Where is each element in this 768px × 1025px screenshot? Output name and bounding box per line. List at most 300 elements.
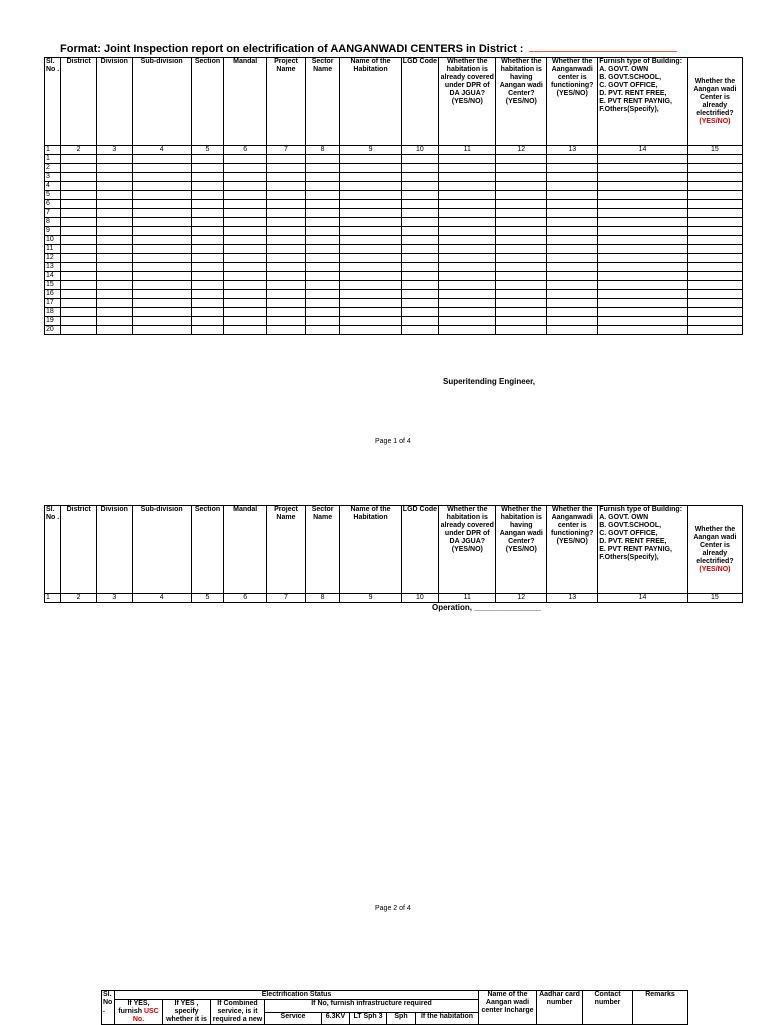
header-building-type (598, 58, 688, 146)
table-cell (191, 263, 224, 272)
table-cell (598, 191, 688, 200)
table-cell (132, 317, 191, 326)
table-cell (132, 227, 191, 236)
table-cell (96, 272, 132, 281)
table-cell (61, 218, 97, 227)
table-cell (547, 200, 598, 209)
table-cell (96, 236, 132, 245)
table-cell (401, 308, 439, 317)
table-cell (224, 173, 267, 182)
table-cell (305, 245, 340, 254)
table-cell (340, 191, 401, 200)
status-header-habit: If the habitation (416, 1012, 479, 1025)
table-cell (61, 164, 97, 173)
header-slno: Sl. No . (45, 506, 61, 594)
table-cell (267, 281, 306, 290)
table-cell (401, 317, 439, 326)
colnum: 10 (401, 146, 439, 155)
table-cell (132, 263, 191, 272)
table-cell (191, 182, 224, 191)
status-header-remarks: Remarks (633, 991, 688, 1025)
table-cell (96, 191, 132, 200)
table-cell (496, 299, 547, 308)
table-cell (61, 299, 97, 308)
header-electrified (687, 506, 742, 594)
table-cell (496, 155, 547, 164)
table-row (45, 290, 743, 299)
table-cell (439, 155, 496, 164)
table-cell (401, 173, 439, 182)
table-cell (496, 209, 547, 218)
table-cell (61, 200, 97, 209)
table-cell (340, 155, 401, 164)
table-cell (305, 164, 340, 173)
row-number: 11 (45, 245, 61, 254)
header-lgd-code: LGD Code (401, 58, 439, 146)
table-cell (96, 200, 132, 209)
colnum: 13 (547, 594, 598, 603)
table-cell (305, 299, 340, 308)
table-cell (340, 317, 401, 326)
table-cell (547, 317, 598, 326)
table-cell (496, 272, 547, 281)
table-row (45, 317, 743, 326)
table-cell (305, 272, 340, 281)
table-row (45, 209, 743, 218)
table-cell (61, 191, 97, 200)
table-cell (340, 281, 401, 290)
row-number: 9 (45, 227, 61, 236)
building-type-line: Furnish type of Building: (599, 58, 683, 65)
table-cell (340, 326, 401, 335)
table-cell (305, 200, 340, 209)
building-type-line: D. PVT. RENT FREE, (599, 538, 667, 545)
table-cell (439, 173, 496, 182)
colnum: 15 (687, 146, 742, 155)
table-cell (132, 200, 191, 209)
table-cell (401, 290, 439, 299)
table-cell (439, 227, 496, 236)
row-number: 18 (45, 308, 61, 317)
header-lgd-code: LGD Code (401, 506, 439, 594)
header-mandal: Mandal (224, 58, 267, 146)
table-cell (191, 209, 224, 218)
table-cell (598, 200, 688, 209)
status-header-specify: If YES , specify whether it is (163, 1000, 211, 1025)
table-cell (547, 173, 598, 182)
table-row (45, 326, 743, 335)
table-cell (224, 209, 267, 218)
row-number: 2 (45, 164, 61, 173)
table-cell (267, 173, 306, 182)
table-cell (267, 317, 306, 326)
table-cell (496, 281, 547, 290)
table-cell (598, 326, 688, 335)
table-cell (224, 200, 267, 209)
table-cell (132, 245, 191, 254)
status-header-slno: Sl. No . (102, 991, 115, 1025)
colnum: 5 (191, 146, 224, 155)
table-cell (61, 254, 97, 263)
table-cell (132, 218, 191, 227)
table-cell (439, 326, 496, 335)
table-cell (224, 245, 267, 254)
table-cell (439, 209, 496, 218)
table-cell (401, 182, 439, 191)
table-cell (267, 227, 306, 236)
table-cell (61, 227, 97, 236)
table-cell (96, 281, 132, 290)
table-cell (401, 272, 439, 281)
colnum: 9 (340, 594, 401, 603)
building-type-line: C. GOVT OFFICE, (599, 82, 658, 89)
building-type-line: Furnish type of Building: (599, 506, 683, 513)
table-cell (224, 191, 267, 200)
colnum: 12 (496, 146, 547, 155)
table-cell (132, 164, 191, 173)
status-header-kv: 6.3KV (322, 1012, 350, 1025)
table-cell (439, 299, 496, 308)
table-cell (267, 272, 306, 281)
table-cell (96, 245, 132, 254)
table-cell (61, 236, 97, 245)
table-cell (61, 326, 97, 335)
table-cell (61, 245, 97, 254)
table-cell (547, 299, 598, 308)
table-cell (132, 290, 191, 299)
table-cell (598, 236, 688, 245)
table-cell (340, 200, 401, 209)
building-type-line: B. GOVT.SCHOOL, (599, 522, 662, 529)
row-number: 1 (45, 155, 61, 164)
table-cell (96, 317, 132, 326)
table-cell (132, 191, 191, 200)
header-sector-name: Sector Name (305, 58, 340, 146)
table-cell (191, 299, 224, 308)
table-row (45, 173, 743, 182)
row-number: 12 (45, 254, 61, 263)
column-number-row (45, 146, 743, 155)
table-cell (267, 236, 306, 245)
header-building-type (598, 506, 688, 594)
row-number: 20 (45, 326, 61, 335)
row-number: 17 (45, 299, 61, 308)
table-cell (401, 209, 439, 218)
table-cell (96, 308, 132, 317)
colnum: 1 (45, 146, 61, 155)
table-cell (61, 263, 97, 272)
status-header-if-no: If No, furnish infrastructure required (265, 1000, 479, 1013)
row-number: 15 (45, 281, 61, 290)
table-cell (687, 299, 742, 308)
table-cell (96, 182, 132, 191)
table-row (45, 308, 743, 317)
table-cell (687, 173, 742, 182)
table-cell (496, 263, 547, 272)
table-cell (267, 200, 306, 209)
table-cell (340, 182, 401, 191)
table-cell (439, 182, 496, 191)
table-cell (96, 263, 132, 272)
table-cell (687, 227, 742, 236)
header-district: District (61, 58, 97, 146)
table-cell (96, 326, 132, 335)
table-cell (687, 245, 742, 254)
table-cell (598, 317, 688, 326)
operation-label: Operation, _______________ (432, 603, 541, 612)
table-cell (687, 263, 742, 272)
colnum: 9 (340, 146, 401, 155)
table-cell (598, 308, 688, 317)
table-cell (305, 281, 340, 290)
table-cell (340, 272, 401, 281)
table-cell (267, 209, 306, 218)
colnum: 11 (439, 146, 496, 155)
table-cell (401, 155, 439, 164)
table-cell (305, 317, 340, 326)
table-cell (687, 182, 742, 191)
table-cell (496, 173, 547, 182)
table-row (45, 164, 743, 173)
table-cell (496, 245, 547, 254)
table-cell (687, 218, 742, 227)
table-cell (439, 164, 496, 173)
table-row (45, 299, 743, 308)
table-cell (496, 326, 547, 335)
header-subdivision: Sub-division (132, 58, 191, 146)
table-cell (96, 299, 132, 308)
table-cell (191, 200, 224, 209)
status-header-lt: LT Sph 3 (350, 1012, 387, 1025)
table-cell (598, 173, 688, 182)
table-cell (401, 191, 439, 200)
colnum: 10 (401, 594, 439, 603)
table-cell (132, 326, 191, 335)
colnum: 7 (267, 146, 306, 155)
table-cell (687, 281, 742, 290)
table-cell (687, 155, 742, 164)
table-cell (496, 308, 547, 317)
row-number: 16 (45, 290, 61, 299)
table-row (45, 191, 743, 200)
status-header-sph: Sph (387, 1012, 416, 1025)
electrified-question: Whether the Aangan wadi Center is already electrified? (693, 525, 737, 565)
table-cell (687, 326, 742, 335)
table-cell (191, 227, 224, 236)
table-cell (496, 236, 547, 245)
table-cell (340, 164, 401, 173)
table-cell (305, 155, 340, 164)
table-cell (96, 209, 132, 218)
table-cell (61, 317, 97, 326)
header-project-name: Project Name (267, 58, 306, 146)
table-cell (191, 155, 224, 164)
page-number-2: Page 2 of 4 (375, 905, 411, 912)
header-mandal: Mandal (224, 506, 267, 594)
table-cell (496, 191, 547, 200)
table-cell (598, 245, 688, 254)
table-cell (340, 218, 401, 227)
table-cell (598, 218, 688, 227)
electrification-status-table (101, 990, 688, 1025)
table-cell (132, 236, 191, 245)
table-cell (547, 227, 598, 236)
table-cell (267, 263, 306, 272)
table-cell (61, 290, 97, 299)
table-cell (496, 164, 547, 173)
usc-text: If YES, furnish (118, 1000, 150, 1015)
status-header-combined: If Combined service, is it required a new (211, 1000, 265, 1025)
row-number: 7 (45, 209, 61, 218)
table-cell (191, 326, 224, 335)
table-cell (340, 173, 401, 182)
usc-no: No. (132, 1016, 145, 1023)
table-cell (96, 173, 132, 182)
row-number: 5 (45, 191, 61, 200)
colnum: 12 (496, 594, 547, 603)
table-cell (687, 191, 742, 200)
status-header-aadhar: Aadhar card number (537, 991, 583, 1025)
table-cell (61, 155, 97, 164)
table-cell (267, 290, 306, 299)
table-cell (547, 209, 598, 218)
table-cell (132, 308, 191, 317)
table-cell (547, 236, 598, 245)
colnum: 8 (305, 594, 340, 603)
table-cell (305, 191, 340, 200)
row-number: 19 (45, 317, 61, 326)
table-cell (687, 236, 742, 245)
table-cell (224, 317, 267, 326)
table-cell (224, 281, 267, 290)
table-cell (687, 308, 742, 317)
table-cell (191, 308, 224, 317)
building-type-line: D. PVT. RENT FREE, (599, 90, 667, 97)
building-type-line: A. GOVT. OWN (599, 66, 649, 73)
header-dpr-coverage: Whether the habitation is already covered under DPR of DA JGUA? (YES/NO) (439, 506, 496, 594)
electrified-question: Whether the Aangan wadi Center is already electrified? (693, 77, 737, 117)
table-cell (401, 245, 439, 254)
row-number: 3 (45, 173, 61, 182)
table-cell (340, 299, 401, 308)
table-cell (96, 218, 132, 227)
header-habitation: Name of the Habitation (340, 506, 401, 594)
table-cell (598, 290, 688, 299)
colnum: 2 (61, 594, 97, 603)
table-cell (439, 263, 496, 272)
table-row (45, 155, 743, 164)
table-cell (598, 182, 688, 191)
table-cell (439, 191, 496, 200)
table-cell (132, 182, 191, 191)
table-cell (340, 227, 401, 236)
table-cell (224, 218, 267, 227)
header-functioning: Whether the Aanganwadi center is functioning? (YES/NO) (547, 58, 598, 146)
table-cell (496, 218, 547, 227)
table-cell (96, 164, 132, 173)
table-cell (191, 164, 224, 173)
colnum: 6 (224, 146, 267, 155)
colnum: 15 (687, 594, 742, 603)
table-row (45, 227, 743, 236)
row-number: 13 (45, 263, 61, 272)
table-cell (267, 326, 306, 335)
table-cell (191, 272, 224, 281)
table-cell (224, 254, 267, 263)
row-number: 6 (45, 200, 61, 209)
electrified-yesno: (YES/NO) (699, 117, 731, 125)
table-cell (305, 227, 340, 236)
table-cell (598, 155, 688, 164)
table-row (45, 272, 743, 281)
table-cell (598, 281, 688, 290)
table-cell (305, 236, 340, 245)
status-header-contact: Contact number (583, 991, 633, 1025)
table-cell (439, 236, 496, 245)
table-cell (496, 227, 547, 236)
table-cell (547, 245, 598, 254)
status-header-incharge: Name of the Aangan wadi center Incharge (479, 991, 537, 1025)
table-cell (340, 308, 401, 317)
table-row (45, 263, 743, 272)
table-cell (598, 164, 688, 173)
table-cell (191, 254, 224, 263)
usc-red: USC (143, 1008, 159, 1015)
table-cell (305, 209, 340, 218)
colnum: 13 (547, 146, 598, 155)
table-cell (224, 227, 267, 236)
table-cell (224, 236, 267, 245)
building-type-line: A. GOVT. OWN (599, 514, 649, 521)
table-cell (96, 290, 132, 299)
table-cell (439, 308, 496, 317)
table-cell (687, 254, 742, 263)
status-header-service: Service (265, 1012, 322, 1025)
table-cell (132, 272, 191, 281)
table-cell (267, 182, 306, 191)
header-division: Division (96, 506, 132, 594)
header-subdivision: Sub-division (132, 506, 191, 594)
table-row (45, 236, 743, 245)
table-cell (191, 218, 224, 227)
colnum: 4 (132, 146, 191, 155)
table-cell (340, 290, 401, 299)
header-district: District (61, 506, 97, 594)
table-cell (547, 191, 598, 200)
colnum: 8 (305, 146, 340, 155)
inspection-table-page1 (44, 57, 743, 335)
table-cell (598, 227, 688, 236)
table-cell (224, 272, 267, 281)
building-type-line: C. GOVT OFFICE, (599, 530, 658, 537)
table-cell (224, 164, 267, 173)
table-cell (401, 299, 439, 308)
table-cell (547, 218, 598, 227)
table-cell (305, 173, 340, 182)
table-cell (547, 326, 598, 335)
table-cell (401, 200, 439, 209)
table-cell (401, 263, 439, 272)
table-cell (267, 245, 306, 254)
table-cell (132, 209, 191, 218)
table-cell (267, 191, 306, 200)
colnum: 7 (267, 594, 306, 603)
table-cell (305, 326, 340, 335)
table-cell (61, 272, 97, 281)
status-header-usc (115, 1000, 163, 1025)
table-cell (439, 254, 496, 263)
table-cell (687, 290, 742, 299)
